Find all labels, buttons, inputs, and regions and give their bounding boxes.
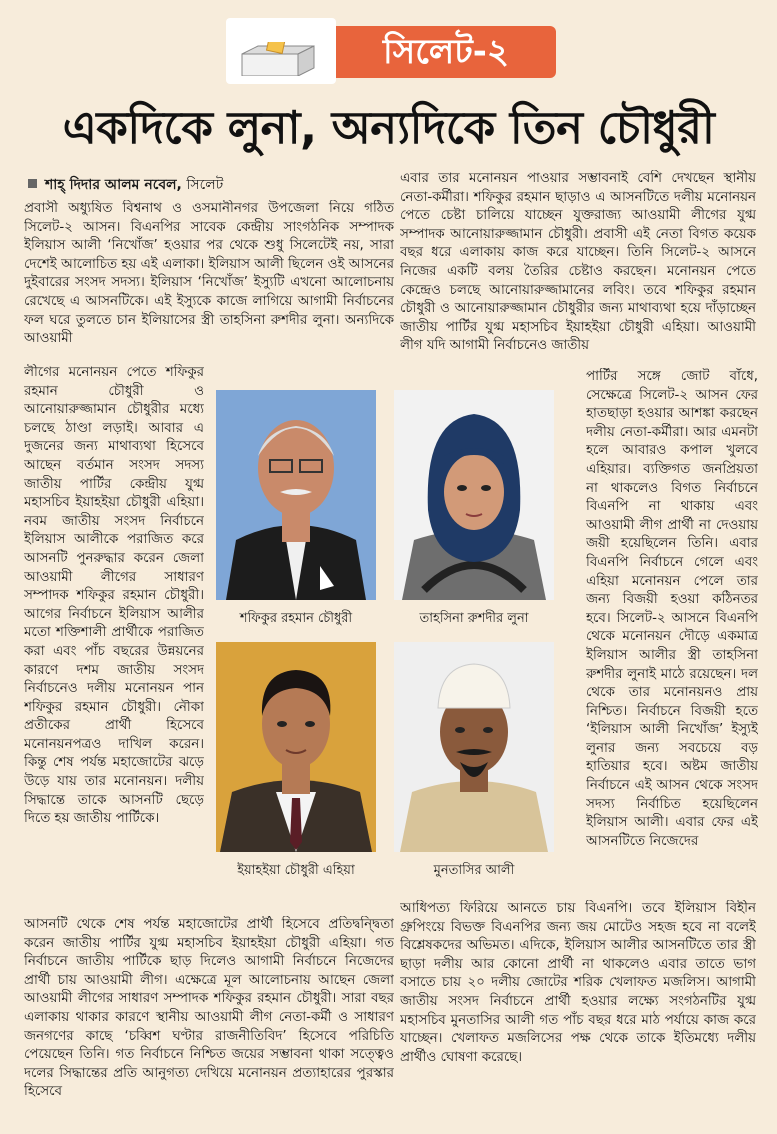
photo-shafiqur xyxy=(216,390,376,600)
caption-yahya: ইয়াহইয়া চৌধুরী এহিয়া xyxy=(237,863,355,878)
section-label: সিলেট-২ xyxy=(383,32,509,72)
headline: একদিকে লুনা, অন্যদিকে তিন চৌধুরী xyxy=(62,101,715,154)
byline xyxy=(28,175,223,195)
photo-muntasir xyxy=(394,642,554,852)
caption-luna: তাহসিনা রুশদীর লুনা xyxy=(419,611,529,626)
caption-shafiqur: শফিকুর রহমান চৌধুরী xyxy=(239,611,353,626)
article-col2-bottom: আধিপত্য ফিরিয়ে আনতে চায় বিএনপি। তবে ইলিয়াস বিহীন গ্রুপিংয়ে বিভক্ত বিএনপির জন্য জয় মোটেও সহজ হবে না বলেই বিশ্লেষকদের অভিমত। এদিকে, ইলিয়াস আলীর আসনটিতে তার স্ত্রী ছাড়া দলীয় আর কোনো প্রার্থী না থাকলেও এবার তাতে ভাগ বসাতে চায় ২০ দলীয় জোটের শরিক খেলাফত মজলিস। আগামী জাতীয় সংসদ নির্বাচনে প্রার্থী হওয়ার লক্ষ্যে সংগঠনটির যুগ্ম মহাসচিব মুনতাসির আলী গত পাঁচ বছর ধরে মাঠ পর্যায়ে কাজ করে যাচ্ছেন। খেলাফত মজলিসের পক্ষ থেকে তাকে ইতিমধ্যে দলীয় প্রার্থীও ঘোষণা করেছে। xyxy=(400,901,756,1065)
portrait-man-suit-icon xyxy=(216,642,376,852)
photo-luna xyxy=(394,390,554,600)
caption-muntasir: মুনতাসির আলী xyxy=(433,863,515,878)
article-col2-narrow: পার্টির সঙ্গে জোট বাঁধে, সেক্ষেত্রে সিলেট-২ আসন ফের হাতছাড়া হওয়ার আশঙ্কা করছেন দলীয় নেতা-কর্মীরা। আর এমনটা হলে আবারও কপাল খুলবে এহিয়ার। ব্যক্তিগত জনপ্রিয়তা না থাকলেও বিগত নির্বাচনে বিএনপি না থাকায় এবং আওয়ামী লীগ প্রার্থী না দেওয়ায় জয়ী হয়েছিলেন তিনি। এবার বিএনপি নির্বাচনে গেলে এবং এহিয়া মনোনয়ন পেলে তার জন্য বিজয়ী হওয়া কঠিনতর হবে। সিলেট-২ আসনে বিএনপি থেকে মনোনয়ন দৌড়ে একমাত্র ইলিয়াস আলীর স্ত্রী তাহসিনা রুশদীর লুনাই মাঠে রয়েছেন। দল থেকে তার মনোনয়নও প্রায় নিশ্চিত। নির্বাচনে বিজয়ী হতে ‘ইলিয়াস আলী নিখোঁজ’ ইস্যুই লুনার জন্য সবচেয়ে বড় হাতিয়ার হবে। অষ্টম জাতীয় নির্বাচনে এই আসন থেকে সংসদ সদস্য নির্বাচিত হয়েছিলেন ইলিয়াস আলী। এবার ফের এই আসনটিতে নিজেদের xyxy=(586,369,758,849)
byline-place: সিলেট xyxy=(186,177,224,193)
portrait-woman-hijab-icon xyxy=(394,390,554,600)
ballot-box-icon xyxy=(238,42,318,76)
portrait-man-gray-hair-icon xyxy=(216,390,376,600)
portrait-man-cap-icon xyxy=(394,642,554,852)
article-col2-top: এবার তার মনোনয়ন পাওয়ার সম্ভাবনাই বেশি দেখছেন স্থানীয় নেতা-কর্মীরা। শফিকুর রহমান ছাড়াও এ আসনটিতে দলীয় মনোনয়ন পেতে চেষ্টা চালিয়ে যাচ্ছেন যুক্তরাজ্য আওয়ামী লীগের যুগ্ম সম্পাদক আনোয়ারুজ্জামান চৌধুরী। প্রবাসী এই নেতা বিগত কয়েক বছর ধরে এলাকায় কাজ করে যাচ্ছেন। তিনি সিলেট-২ আসনে নিজের একটি বলয় তৈরির চেষ্টাও করছেন। মনোনয়ন পেতে কেন্দ্রেও চলছে আনোয়ারুজ্জামানের লবিং। তবে শফিকুর রহমান চৌধুরী ও আনোয়ারুজ্জামান চৌধুরীর জন্য মাথাব্যথা হয়ে দাঁড়াচ্ছেন জাতীয় পার্টির যুগ্ম মহাসচিব ইয়াহইয়া চৌধুরী এহিয়া। আওয়ামী লীগ যদি আগামী নির্বাচনেও জাতীয় xyxy=(400,171,756,354)
photo-yahya xyxy=(216,642,376,852)
byline-author: শাহ্ দিদার আলম নবেল, xyxy=(45,177,182,193)
article-col1-bottom: আসনটি থেকে শেষ পর্যন্ত মহাজোটের প্রার্থী হিসেবে প্রতিদ্বন্দ্বিতা করেন জাতীয় পার্টির যুগ্ম মহাসচিব ইয়াহইয়া চৌধুরী এহিয়া। গত নির্বাচনে জাতীয় পার্টিকে ছাড় দিলেও আগামী নির্বাচনে নিজেদের প্রার্থী চায় আওয়ামী লীগ। এক্ষেত্রে মূল আলোচনায় আছেন জেলা আওয়ামী লীগের সাধারণ সম্পাদক শফিকুর রহমান চৌধুরী। সারা বছর এলাকায় থাকার কারণে স্থানীয় আওয়ামী লীগ নেতা-কর্মী ও সাধারণ জনগণের কাছে ‘চব্বিশ ঘণ্টার রাজনীতিবিদ’ হিসেবে পরিচিতি পেয়েছেন তিনি। গত নির্বাচনে নিশ্চিত জয়ের সম্ভাবনা থাকা সত্ত্বেও দলের সিদ্ধান্তের প্রতি আনুগত্য দেখিয়ে মনোনয়ন প্রত্যাহারের পুরস্কার হিসেবে xyxy=(24,917,394,1100)
article-col1-narrow: লীগের মনোনয়ন পেতে শফিকুর রহমান চৌধুরী ও আনোয়ারুজ্জামান চৌধুরীর মধ্যে চলছে ঠাণ্ডা লড়াই। আবার এ দুজনের জন্য মাথাব্যথা হিসেবে আছেন বর্তমান সংসদ সদস্য জাতীয় পার্টির কেন্দ্রীয় যুগ্ম মহাসচিব ইয়াহইয়া চৌধুরী এহিয়া। নবম জাতীয় সংসদ নির্বাচনে ইলিয়াস আলীকে পরাজিত করে আসনটি পুনরুদ্ধার করেন জেলা আওয়ামী লীগের সাধারণ সম্পাদক শফিকুর রহমান চৌধুরী। আগের নির্বাচনে ইলিয়াস আলীর মতো শক্তিশালী প্রার্থীকে পরাজিত করা এবং পাঁচ বছরের উন্নয়নের কারণে দশম জাতীয় সংসদ নির্বাচনেও দলীয় মনোনয়ন পান শফিকুর রহমান চৌধুরী। নৌকা প্রতীকের প্রার্থী হিসেবে মনোনয়নপত্রও দাখিল করেন। কিন্তু শেষ পর্যন্ত মহাজোটের ঝড়ে উড়ে যায় তার মনোনয়ন। দলীয় সিদ্ধান্তে তাকে আসনটি ছেড়ে দিতে হয় জাতীয় পার্টিকে। xyxy=(24,365,204,827)
byline-square-icon xyxy=(28,179,37,188)
article-col1-top: প্রবাসী অধ্যুষিত বিশ্বনাথ ও ওসমানীনগর উপজেলা নিয়ে গঠিত সিলেট-২ আসন। বিএনপির সাবেক কেন্দ্রীয় সাংগঠনিক সম্পাদক ইলিয়াস আলী ‘নিখোঁজ’ হওয়ার পর থেকে শুধু সিলেটেই নয়, সারা দেশেই আলোচিত হয় এই এলাকা। ইলিয়াস আলী ছিলেন ওই আসনের দুইবারের সংসদ সদস্য। ইলিয়াস ‘নিখোঁজ’ ইস্যুটি এখনো আলোচনায় রেখেছে এ আসনটিকে। এই ইস্যুকে কাজে লাগিয়ে আগামী নির্বাচনের ফল ঘরে তুলতে চান ইলিয়াসের স্ত্রী তাহসিনা রুশদীর লুনা। অন্যদিকে আওয়ামী xyxy=(24,201,394,347)
